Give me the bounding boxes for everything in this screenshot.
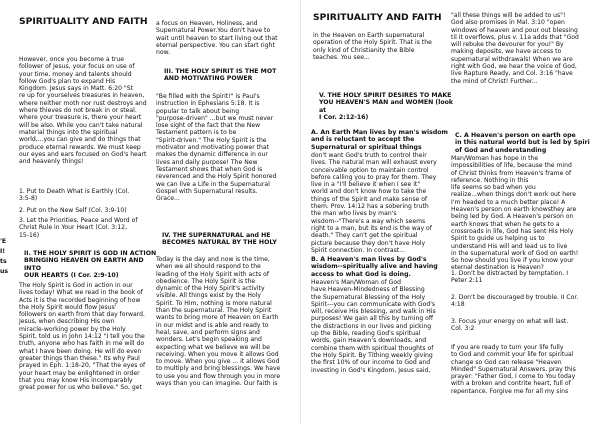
list-item: 2. Put on the New Self (Col. 3:9-10) (19, 207, 127, 214)
margin-fragment: 'E (0, 238, 7, 245)
left-column-1 (0, 0, 158, 424)
list-item: 2. Don't be discouraged by trouble. II Cor. 4:18 (451, 294, 579, 309)
continuation-paragraph: a focus on Heaven, Holiness, and Supernatural Power.You don't have to wait until heaven to start living out that eternal perspective. You can start right now. (156, 20, 278, 57)
margin-fragment: I! (0, 248, 6, 255)
list-item: 1. Don't be distracted by temptation. I Peter 2:11 (451, 270, 569, 285)
section-body-iv: Today is the day and now is the time, when we all should respond to the leading of the Holy Spirit with acts of obedience. The Holy Spirit is the dynamic of the Holy Spirit's activity visible. All things exist by the Holy Spirit. To Him, nothing is more natural than the supernatural. The Holy Spirit wants to bring more of Heaven on Earth in our midst and is able and ready to heal, save, and perform signs and wonders. Let's begin speaking and expecting what we believe we will be receiving. When you move it allows God to move. When you give ... it allows God to multiply and bring blessings. We have to use you and flow through you in more ways than you can imagine. Our faith is (156, 256, 281, 388)
margin-fragment: us (0, 268, 9, 275)
section-body-iii: "Be filled with the Spirit!" is Paul's instruction in Ephesians 5:18. It is popular to talk about being "purpose-driven" ...but we must never lose sight of the fact that the New Testament pattern is to be "Spirit-driven." The Holy Spirit is the motivator and motivating power that makes the dynamic difference in our lives and daily purpose! The New Testament shows that when God is reverenced and the Holy Spirit honored we can live a Life in the Supernatural Gospel with Supernatural results. Grace... (156, 93, 277, 203)
section-heading-v: V. THE HOLY SPIRIT DESIRES TO MAKE YOU HEAVEN'S MAN and WOMEN (look at I Cor. 2:12-16) (319, 92, 453, 122)
section-body-ii: The Holy Spirit is God in action in our lives today! What we read in the book of Acts it is the recorded beginning of how the Holy Spirit would flow Jesus' followers on earth from that day forward. Jesus, when describing His own miracle-working power by the Holy Spirit, told us in John 14:12 "I tell you the truth, anyone who has faith in me will do what I have been doing. He will do even greater things than these." Its why Paul prayed in Eph. 1:18-20, "That the eyes of your heart may be enlightened in order that you may know His incomparably great power for us who believe." So, get (19, 282, 146, 392)
right-column-2 (447, 0, 600, 424)
list-item: 3. Let the Priorities, Peace and Word of Christ Rule in Your Heart (Col. 3:12, 15-16) (19, 217, 138, 239)
section-heading-iv: IV. THE SUPERNATURAL and HE BECOMES NATURAL BY THE HOLY (162, 232, 277, 247)
right-page-title: SPIRITUALITY AND FAITH (313, 12, 442, 23)
list-item: 3. Focus your energy on what will last. Col. 3:2 (451, 318, 569, 333)
subsection-body-c: Man/Woman has hope in the impossibilities of life, because the mind of Christ thinks from Heaven's frame of reference. Nothing in this life seems so bad when you realize...when things don't work out here I'm headed to a much better place! A Heaven's person on earth knowsthey are being led by God. A Heaven's person on earth knows that when he gets to a crossroads in life, God has sent His Holy Spirit to guide us helping us to understand His will and lead us to live in the supernatural work of God on earth! So how should you live if you know your eternal destination is Heaven? (451, 155, 579, 272)
right-page (300, 0, 600, 424)
left-page-title: SPIRITUALITY AND FAITH (19, 16, 148, 27)
section-heading-iii: III. THE HOLY SPIRIT IS THE MOT AND MOTIVATING POWER (164, 68, 277, 83)
intro-paragraph: in the Heaven on Earth supernatural operation of the Holy Spirit. That is the only kind of Christianity the Bible teaches. You see... (313, 32, 432, 61)
closing-paragraph: If you are ready to turn your life fully to God and commit your life for spiritual change so God can release "Heaven Minded" Supernatural Answers, pray this prayer: "Father God, I come to You today with a broken and contrite heart, full of repentance. Forgive me for all my sins (451, 344, 576, 395)
continuation-paragraph: "all these things will be added to us"! God also promises in Mal. 3:10 "open windows of heaven and pour out blessing til it overflows, plus v. 11a adds that "God will rebuke the devourer for you!" By making deposits, we have access to supernatural withdrawals! When we are right with God, we hear the voice of God, live Rapture Ready, and Col. 3:16 "have the mind of Christ! Further... (451, 12, 579, 85)
subsection-heading-b: B. A Heaven's man lives by God's wisdom--spiritually alive and having access to what God is doing. (311, 256, 438, 278)
left-column-2 (152, 0, 300, 424)
section-heading-ii: II. THE HOLY SPIRIT IS GOD IN ACTION BRINGING HEAVEN ON EARTH AND INTO OUR HEARTS (I Cor. 2:9-10) (24, 250, 157, 280)
subsection-heading-a: A. An Earth Man lives by man's wisdom and is reluctant to accept the Supernatural or spiritual things (311, 129, 448, 151)
list-item: 1. Put to Death What is Earthly (Col. 3:5-8) (19, 188, 130, 203)
intro-paragraph: However, once you become a true follower of Jesus, your focus on use of your time, money and talents should follow God's plan to expand His Kingdom. Jesus says in Matt. 6:20 "St re up for yourselves treasures in heaven, where neither moth nor rust destroys and where thieves do not break in or steal. where your treasure is, there your heart will be also. While you can't take natural material things into the spiritual world,...you can give and do things that produce eternal rewards. We must keep our eyes and ears focused on God's heart and heavenly things! (19, 56, 147, 166)
subsection-body-b: Heaven's Man/Woman of God have Heaven-Mindedness of Blessing the Supernatural Blessing of the Holy Spirit---you can communicate with God's will, receive His blessing, and walk in His purposes! We gain all this by turning off the distractions in our lives and picking up the Bible, reading God's spiritual words, gain Heaven's downloads, and combine them with spiritual thoughts of the Holy Spirit. By Tithing weekly giving the first 10% of our income to God and investing in God's Kingdom, Jesus said, (311, 279, 436, 374)
right-column-1 (301, 0, 454, 424)
margin-fragment: ts (0, 258, 7, 265)
subsection-body-a: don't want God's truth to control their lives. The natural man will exhaust every conceivable option to maintain control before calling you to pray for them. They live in a "I'll believe it when I see it" world and don't know how to take the things of the Spirit and make sense of them. Prov. 14:12 has a sobering truth the man who lives by man's wisdom--"There's a way which seems right to a man, but its end is the way of death." They can't get the spiritual picture because they don't have Holy Spirit connection. In contrast... (311, 152, 437, 254)
subsection-heading-c: C. A Heaven's person on earth ope in this natural world but is led by Spiri of God and understanding (455, 132, 590, 154)
